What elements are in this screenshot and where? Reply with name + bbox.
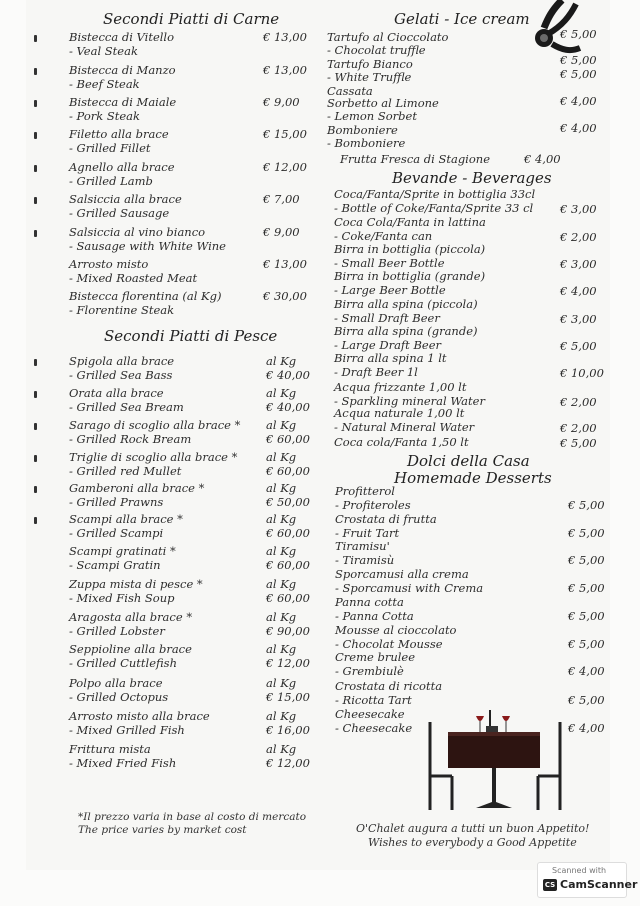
frutta-name: Frutta Fresca di Stagione	[340, 152, 490, 166]
menu-item-unit: al Kg	[266, 418, 297, 432]
menu-item-price: € 4,00	[560, 284, 597, 298]
menu-item-price: € 4,00	[568, 664, 605, 678]
scanner-brand: CamScanner	[560, 878, 638, 891]
menu-item-price: € 5,00	[568, 609, 605, 623]
menu-item-name: Coca Cola/Fanta in lattina	[334, 215, 486, 229]
menu-item-price: € 90,00	[266, 624, 310, 638]
menu-item-name: Birra in bottiglia (piccola)	[334, 242, 486, 256]
gelati-title: Gelati - Ice cream	[394, 10, 530, 28]
menu-item-translation: - Small Draft Beer	[334, 311, 440, 325]
menu-item-translation: - Grilled Prawns	[69, 495, 164, 509]
menu-item-name: Gamberoni alla brace *	[69, 481, 205, 495]
menu-item-translation: - Grilled Scampi	[69, 526, 164, 540]
menu-item-unit: al Kg	[266, 386, 297, 400]
menu-item-unit: al Kg	[266, 676, 297, 690]
menu-item-translation: - White Truffle	[327, 70, 412, 84]
dolci-subtitle: Homemade Desserts	[394, 469, 552, 487]
menu-item-price: € 15,00	[266, 690, 310, 704]
menu-item-price: € 4,00	[568, 721, 605, 735]
menu-item-translation: - Grembiulè	[335, 664, 404, 678]
menu-item-name: Frittura mista	[69, 742, 151, 756]
menu-item-translation: - Chocolat truffle	[327, 43, 426, 57]
menu-item-translation: - Sparkling mineral Water	[334, 394, 485, 408]
menu-item-translation: - Grilled Lamb	[69, 174, 153, 188]
menu-item-name: Scampi alla brace *	[69, 512, 183, 526]
menu-item-name: Seppioline alla brace	[69, 642, 192, 656]
margin-mark	[34, 68, 37, 75]
menu-item-translation: - Grilled Sausage	[69, 206, 170, 220]
menu-item-name: Spigola alla brace	[69, 354, 175, 368]
menu-item-unit: al Kg	[266, 577, 297, 591]
menu-item-unit: al Kg	[266, 742, 297, 756]
menu-item-name: Filetto alla brace	[69, 127, 169, 141]
menu-item-translation: - Grilled Fillet	[69, 141, 151, 155]
menu-item-price: € 60,00	[266, 464, 310, 478]
menu-item-name: Arrosto misto	[69, 257, 149, 271]
menu-item-price: € 5,00	[560, 339, 597, 353]
menu-item-name: Mousse al cioccolato	[335, 623, 457, 637]
menu-item-translation: - Mixed Grilled Fish	[69, 723, 185, 737]
menu-item-name: Orata alla brace	[69, 386, 164, 400]
menu-item-translation: - Mixed Fried Fish	[69, 756, 177, 770]
menu-item-price: € 60,00	[266, 432, 310, 446]
camscanner-logo-icon: CS	[544, 881, 556, 889]
menu-item-translation: - Grilled Sea Bass	[69, 368, 173, 382]
bev-title: Bevande - Beverages	[392, 169, 552, 187]
menu-item-unit: al Kg	[266, 481, 297, 495]
menu-item-name: Bomboniere	[327, 123, 398, 137]
menu-item-unit: al Kg	[266, 354, 297, 368]
menu-item-name: Creme brulee	[335, 650, 416, 664]
table-chairs-illustration	[420, 708, 570, 816]
menu-item-price: € 2,00	[560, 421, 597, 435]
menu-item-translation: - Tiramisù	[335, 553, 395, 567]
menu-item-translation: - Fruit Tart	[335, 526, 400, 540]
margin-mark	[34, 35, 37, 42]
menu-item-translation: - Natural Mineral Water	[334, 420, 475, 434]
menu-item-name: Sporcamusi alla crema	[335, 567, 469, 581]
menu-item-translation: - Grilled Sea Bream	[69, 400, 184, 414]
pesce-title: Secondi Piatti di Pesce	[104, 327, 278, 345]
dolci-title: Dolci della Casa	[407, 452, 530, 470]
menu-item-translation: - Grilled Lobster	[69, 624, 165, 638]
menu-item-unit: al Kg	[266, 709, 297, 723]
menu-item-name: Panna cotta	[335, 595, 404, 609]
menu-item-translation: - Grilled Cuttlefish	[69, 656, 177, 670]
rope-knot-decoration	[522, 0, 584, 58]
menu-item-name: Bistecca di Manzo	[69, 63, 176, 77]
menu-item-price: € 7,00	[263, 192, 300, 206]
market-note-it: *Il prezzo varia in base al costo di mercato	[78, 811, 307, 823]
coca-lt-name: Coca cola/Fanta 1,50 lt	[334, 435, 469, 449]
menu-item-translation: - Veal Steak	[69, 44, 138, 58]
menu-item-translation: - Sporcamusi with Crema	[335, 581, 484, 595]
margin-mark	[34, 423, 37, 430]
menu-item-translation: - Bottle of Coke/Fanta/Sprite 33 cl	[334, 201, 534, 215]
coca-lt-price: € 5,00	[560, 436, 597, 450]
menu-item-price: € 60,00	[266, 526, 310, 540]
frutta-price: € 4,00	[524, 152, 561, 166]
margin-mark	[34, 197, 37, 204]
menu-item-price: € 40,00	[266, 368, 310, 382]
menu-item-name: Crostata di frutta	[335, 512, 437, 526]
menu-item-name: Polpo alla brace	[69, 676, 163, 690]
menu-item-price: € 5,00	[568, 581, 605, 595]
carne-title: Secondi Piatti di Carne	[103, 10, 280, 28]
menu-item-unit: al Kg	[266, 544, 297, 558]
menu-item-translation: - Cheesecake	[335, 721, 413, 735]
menu-item-price: € 12,00	[266, 756, 310, 770]
menu-item-name: Arrosto misto alla brace	[69, 709, 210, 723]
menu-item-name: Bistecca di Vitello	[69, 30, 175, 44]
menu-item-name: Crostata di ricotta	[335, 679, 443, 693]
menu-item-price: € 9,00	[263, 225, 300, 239]
menu-item-price: € 16,00	[266, 723, 310, 737]
closing-it: O'Chalet augura a tutti un buon Appetito!	[356, 822, 590, 835]
menu-item-price: € 10,00	[560, 366, 604, 380]
menu-item-translation: - Ricotta Tart	[335, 693, 412, 707]
menu-item-name: Profitterol	[335, 484, 395, 498]
menu-item-translation: - Scampi Gratin	[69, 558, 161, 572]
menu-item-name: Aragosta alla brace *	[69, 610, 193, 624]
menu-item-name: Cheesecake	[335, 707, 405, 721]
menu-item-price: € 5,00	[560, 67, 597, 81]
menu-item-unit: al Kg	[266, 642, 297, 656]
menu-item-price: € 13,00	[263, 30, 307, 44]
menu-item-price: € 5,00	[568, 526, 605, 540]
menu-item-name: Birra alla spina 1 lt	[334, 351, 447, 365]
margin-mark	[34, 165, 37, 172]
menu-item-price: € 5,00	[568, 553, 605, 567]
menu-item-price: € 15,00	[263, 127, 307, 141]
menu-item-price: € 12,00	[263, 160, 307, 174]
camscanner-badge	[537, 862, 638, 898]
menu-item-translation: - Grilled Octopus	[69, 690, 169, 704]
menu-item-name: Scampi gratinati *	[69, 544, 176, 558]
margin-mark	[34, 486, 37, 493]
menu-item-name: Salsiccia alla brace	[69, 192, 182, 206]
market-note-en: The price varies by market cost	[78, 824, 247, 836]
menu-item-translation: - Panna Cotta	[335, 609, 414, 623]
menu-item-price: € 3,00	[560, 312, 597, 326]
margin-mark	[34, 391, 37, 398]
menu-item-name: Acqua frizzante 1,00 lt	[334, 380, 467, 394]
margin-mark	[34, 517, 37, 524]
menu-item-price: € 2,00	[560, 395, 597, 409]
menu-item-translation: - Small Beer Bottle	[334, 256, 445, 270]
menu-item-name: Birra alla spina (piccola)	[334, 297, 478, 311]
menu-item-translation: - Grilled red Mullet	[69, 464, 182, 478]
menu-item-price: € 5,00	[560, 27, 597, 41]
menu-item-name: Tiramisu'	[335, 539, 390, 553]
menu-item-price: € 13,00	[263, 63, 307, 77]
menu-item-price: € 13,00	[263, 257, 307, 271]
menu-item-price: € 3,00	[560, 257, 597, 271]
closing-en: Wishes to everybody a Good Appetite	[368, 836, 577, 849]
menu-item-name: Cassata	[327, 84, 373, 98]
menu-item-price: € 5,00	[560, 53, 597, 67]
menu-item-name: Sorbetto al Limone	[327, 96, 439, 110]
menu-item-price: € 3,00	[560, 202, 597, 216]
menu-item-translation: - Mixed Fish Soup	[69, 591, 175, 605]
menu-item-unit: al Kg	[266, 512, 297, 526]
menu-item-price: € 50,00	[266, 495, 310, 509]
menu-item-name: Acqua naturale 1,00 lt	[334, 406, 465, 420]
menu-item-name: Bistecca di Maiale	[69, 95, 177, 109]
margin-mark	[34, 100, 37, 107]
scanner-caption: Scanned with	[552, 866, 607, 875]
menu-item-price: € 12,00	[266, 656, 310, 670]
menu-item-price: € 4,00	[560, 94, 597, 108]
menu-item-name: Tartufo al Cioccolato	[327, 30, 449, 44]
menu-item-translation: - Sausage with White Wine	[69, 239, 226, 253]
menu-item-name: Triglie di scoglio alla brace *	[69, 450, 238, 464]
menu-item-name: Coca/Fanta/Sprite in bottiglia 33cl	[334, 187, 536, 201]
menu-item-price: € 5,00	[568, 693, 605, 707]
menu-item-price: € 5,00	[568, 498, 605, 512]
menu-item-price: € 30,00	[263, 289, 307, 303]
margin-mark	[34, 455, 37, 462]
menu-item-name: Agnello alla brace	[69, 160, 175, 174]
menu-item-price: € 2,00	[560, 230, 597, 244]
menu-item-translation: - Bomboniere	[327, 136, 406, 150]
menu-item-translation: - Pork Steak	[69, 109, 140, 123]
menu-item-unit: al Kg	[266, 450, 297, 464]
menu-item-translation: - Large Draft Beer	[334, 338, 442, 352]
menu-item-translation: - Profiteroles	[335, 498, 411, 512]
menu-item-translation: - Mixed Roasted Meat	[69, 271, 198, 285]
menu-item-translation: - Lemon Sorbet	[327, 109, 417, 123]
menu-item-price: € 60,00	[266, 558, 310, 572]
menu-item-translation: - Chocolat Mousse	[335, 637, 443, 651]
menu-item-translation: - Beef Steak	[69, 77, 140, 91]
menu-item-name: Birra in bottiglia (grande)	[334, 269, 486, 283]
menu-item-name: Tartufo Bianco	[327, 57, 413, 71]
margin-mark	[34, 132, 37, 139]
menu-item-translation: - Florentine Steak	[69, 303, 175, 317]
menu-item-price: € 5,00	[568, 637, 605, 651]
menu-item-unit: al Kg	[266, 610, 297, 624]
margin-mark	[34, 359, 37, 366]
menu-item-translation: - Grilled Rock Bream	[69, 432, 192, 446]
menu-item-price: € 9,00	[263, 95, 300, 109]
menu-item-price: € 60,00	[266, 591, 310, 605]
menu-item-translation: - Coke/Fanta can	[334, 229, 433, 243]
menu-item-name: Bistecca florentina (al Kg)	[69, 289, 222, 303]
menu-item-price: € 40,00	[266, 400, 310, 414]
margin-mark	[34, 230, 37, 237]
menu-item-name: Birra alla spina (grande)	[334, 324, 478, 338]
menu-item-name: Salsiccia al vino bianco	[69, 225, 206, 239]
menu-item-translation: - Large Beer Bottle	[334, 283, 446, 297]
menu-item-translation: - Draft Beer 1l	[334, 365, 418, 379]
menu-item-name: Sarago di scoglio alla brace *	[69, 418, 241, 432]
menu-item-price: € 4,00	[560, 121, 597, 135]
menu-item-name: Zuppa mista di pesce *	[69, 577, 203, 591]
